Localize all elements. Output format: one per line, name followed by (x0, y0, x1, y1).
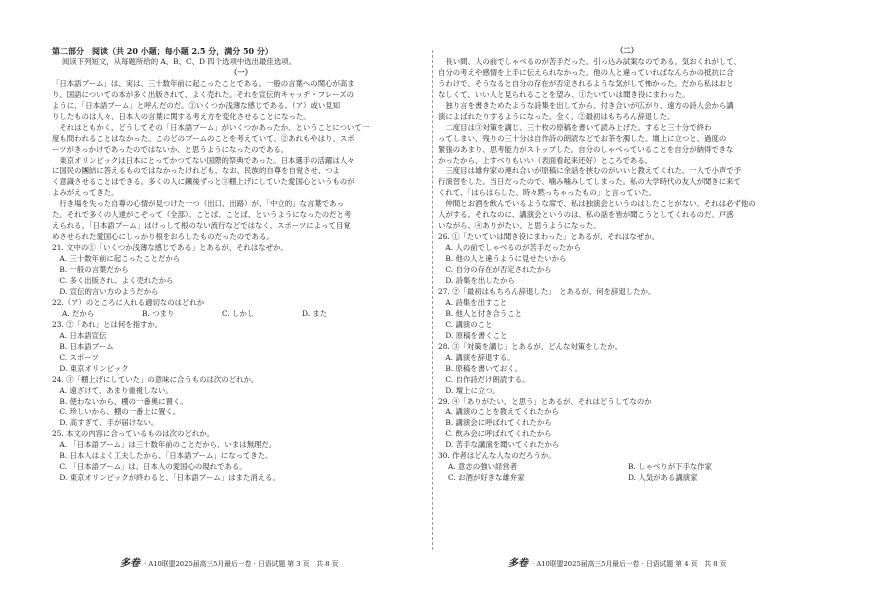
question-21: 21. 文中の①「いくつか浅薄な感じである」とあるが、それはなぜか。 (52, 243, 288, 253)
option: B. 講演会に呼ばれてくれたから (438, 418, 552, 428)
passage-line: 長い間、人の前でしゃべるのが苦手だった。引っ込み試案なのである。気おくれがして、 (438, 56, 741, 66)
option: C. 飲み会に呼ばれてくれたから (438, 429, 552, 439)
passage-line: 人がする。それなのに、講演会というのは、私の話を皆が聞こうとしてくれるのだ。戸惑 (438, 210, 734, 220)
passage-line: りしたものは人々、日本人の言葉に関する考え方を変化させることになった。 (52, 111, 311, 121)
question-28: 28. ③「対策を講じ」とあるが、どんな対策をしたか。 (438, 341, 623, 351)
passage-line: 東京オリンピックは日本にとってかつてない国際的祭典であった。日本選手の活躍は人々 (52, 155, 355, 165)
question-24: 24. ③「棚上げにしていた」の意味に合うものは次のどれか。 (52, 374, 259, 384)
passage-line: くれて、「はらはらした、時々黙っちゃったもの」と言っていた。 (438, 188, 656, 198)
passage-line: 三度目は雄弁家の連れ合いが原稿に余話を挟むのがいいと教えてくれた。一人で小声で予 (438, 166, 742, 176)
passage-line: く意識させることはできる。多くの人に鐵後ずっと③棚上げにしていた愛国心というものが (52, 177, 355, 187)
option: D. 壇上に立つ。 (438, 385, 500, 395)
passage-line: それはともかく、どうしてその「日本語ブーム」がいくつかあったか、ということについて一 (52, 122, 370, 132)
question-30-options-row2 (438, 473, 816, 484)
questions-1 (52, 243, 430, 484)
passage-line: に国民の團結に答えるものではなかったけれども、なお、民族的自尊を自覚させ、つよ (52, 166, 341, 176)
option: A. 日本語宣伝 (52, 330, 107, 340)
passage-line: いながら、④ありがたい、と思うようになった。 (438, 221, 601, 231)
option: A. 「日本語ブーム」は三十数年前のことだから、いまは無理だ。 (52, 440, 277, 450)
left-page (52, 46, 430, 484)
option: C. 「日本語ブーム」は、日本人の愛国心の現れである。 (52, 462, 247, 472)
passage-line: 緊張のあまり、思考能力がストップした。自分のしゃべっていることを自分が納得できな (438, 144, 734, 154)
passage-line: なしくて、いい人と見られることを望み、①たいていは聞き役にまわった。 (438, 89, 690, 99)
question-29: 29. ④「ありがたい、と思う」とあるが、それはどうしてなのか (438, 396, 652, 406)
passage-line: 行演習をした。当日だったので、噛み噛みしてしまった。私の大学時代の友人が聞きに来て (438, 177, 741, 187)
option: D. 詩集を出したから (438, 276, 515, 286)
option: B. 他の人と違うように見せたいから (438, 254, 567, 264)
footer-logo: 多卷 (120, 558, 140, 569)
option: A. 意志の強い経営者 (448, 462, 518, 472)
option: D. 東京オリンピック (52, 363, 129, 373)
page-divider (432, 50, 433, 550)
passage-line: 二度目は③対策を講じ、三十枚の原稿を書いて読み上げた。すると三十分で終わ (438, 122, 712, 132)
option: C. スポーツ (52, 352, 99, 362)
option: D. 高すぎて、手が届けない。 (52, 418, 159, 428)
question-23: 23. ②「あれ」とは何を指すか。 (52, 319, 163, 329)
question-30: 30. 作者はどんな人なのだろうか。 (438, 451, 556, 461)
option: B. 原稿を書いておく。 (438, 363, 522, 373)
passage-line: かったから、上すべりもいい（表面看起来还好）ところである。 (438, 155, 653, 165)
option: D. 苦手な講演を聞いてくれたから (438, 440, 560, 450)
passage-2 (438, 57, 816, 232)
part-heading: 第二部分 阅读（共 20 小题；每小题 2.5 分，满分 50 分） (52, 46, 273, 56)
footer-logo: 多卷 (508, 558, 528, 569)
passage-line: 自分の考えや感情を上手に伝えられなかった。他の人と違っていればなんらかの抵抗に合 (438, 67, 734, 77)
option: A. 三十数年前に起こったことだから (52, 254, 181, 264)
option: B. しゃべりが下手な作家 (628, 462, 713, 472)
passage-line: えられる。「日本語ブーム」はけっして根のない流行などではなく、スポーツによって目覚 (52, 221, 351, 231)
section-title-1: （一） (229, 67, 253, 77)
passage-line: めさせられた愛国心にしっかり根をおろしたものだったのである。 (52, 232, 274, 242)
option: C. 多く出版され、よく売れたから (52, 276, 174, 286)
question-30-options-row1 (438, 462, 816, 473)
option: D. 宣伝的言い方のようだから (52, 286, 159, 296)
option: D. 人気がある講演家 (628, 473, 698, 483)
option: A. 講演を辞退する。 (438, 352, 515, 362)
option: B. 他人と付き合うこと (438, 308, 523, 318)
section-title-2: （二） (615, 46, 639, 55)
option: C. 自作詩だけ朗読する。 (438, 374, 530, 384)
option: B. 日本語ブーム (52, 341, 114, 351)
passage-line: た。それで多くの人達がこぞって（全部）、ことば、ことば、というようになったのだと考 (52, 210, 352, 220)
questions-2 (438, 232, 816, 484)
passage-line: り、国語についての本が多く出版されて、よく売れた。それを宣伝的キャッチ・フレーズの (52, 89, 355, 99)
option: C. 自分の存在が否定されたから (438, 265, 552, 275)
option: B. 使わないから、棚の一番奥に置く。 (52, 396, 188, 406)
passage-1 (52, 79, 430, 243)
option: C. お酒が好きな雄弁家 (448, 473, 525, 483)
passage-line: ーツがきっかけであったのではないか、と思うようになったのである。 (52, 144, 289, 154)
option: C. 珍しいから、棚の一番上に置く。 (52, 407, 181, 417)
option: B. 日本人はよく工夫したから、「日本語ブーム」になってきた。 (52, 451, 273, 461)
question-22: 22.（ア）のところに入れる適切なのはどれか (52, 297, 205, 307)
option: A. 遠ざけて、あまり重視しない。 (52, 385, 173, 395)
passage-line: 行き場を失った自尊の心情が見つけた一つ（出口、出路）が、「中立的」な言葉であっ (52, 199, 344, 209)
option: A. だから (62, 308, 95, 318)
footer-right (508, 554, 727, 569)
option: A. 人の前でしゃべるのが苦手だったから (438, 243, 582, 253)
passage-line: 演によばれたりするようになった。全く、②最初はもちろん辞退した。 (438, 111, 675, 121)
footer-left (120, 554, 339, 569)
option: D. 原稿を書くこと (438, 330, 508, 340)
option: B. つまり (142, 308, 175, 318)
question-22-options (52, 309, 430, 320)
option: C. 講演のこと (438, 319, 493, 329)
right-page (438, 46, 816, 484)
passage-line: ように、「日本語ブーム」と呼んだのだ。①いくつか浅薄な感じである。（ア）或い見知 (52, 100, 341, 110)
passage-line: よみがえってきた。 (52, 188, 119, 198)
question-27: 27. ②「最初はもちろん辞退した」 とあるが、何を辞退したか。 (438, 286, 656, 296)
passage-line: うわけで、そうなると自分の存在が否定されるような気がして怖かった。だから私はおと (438, 78, 734, 88)
passage-line: ってしまい、残りの三十分は自作詩の朗読などでお茶を濁した。壇上に立つと、過度の (438, 133, 727, 143)
instruction: 阅读下列短文，从每题所给的 A、B、C、D 四个选项中选出最佳选项。 (62, 56, 296, 66)
footer-text: · A10联盟2025届高三5月最后一卷 · 日语试题 第 3 页 共 8 页 (144, 560, 339, 568)
passage-line: 独り言を書きためたような詩集を出してから、付き合いが広がり、遠方の詩人会から講 (438, 100, 734, 110)
question-25: 25. 本文の内容に合っているものは次のどれか。 (52, 429, 214, 439)
option: B. 一般の言葉だから (52, 265, 129, 275)
question-26: 26. ①「たいていは聞き役にまわった」とあるが、それはなぜか。 (438, 232, 659, 242)
option: D. また (302, 308, 328, 318)
footer-text: · A10联盟2025届高三5月最后一卷 · 日语试题 第 4 页 共 8 页 (532, 560, 727, 568)
passage-line: 仲間とお酒を飲んでいるような席で、私は独演会というのはしたことがない。それは必ず他の (438, 199, 756, 209)
option: D. 東京オリンピックが終わると、「日本語ブーム」はまた消える。 (52, 473, 280, 483)
passage-line: 度も問われることはなかった。このどのブームのことを考えていて、②あれもやはり、スポ (52, 133, 355, 143)
passage-line: 「日本語ブーム」は、実は、三十数年前に起こったことである。一般の言葉への関心が高ま (52, 78, 355, 88)
option: A. 講演のことを教えてくれたから (438, 407, 559, 417)
option: A. 詩集を出すこと (438, 297, 508, 307)
option: C. しかし (222, 308, 255, 318)
